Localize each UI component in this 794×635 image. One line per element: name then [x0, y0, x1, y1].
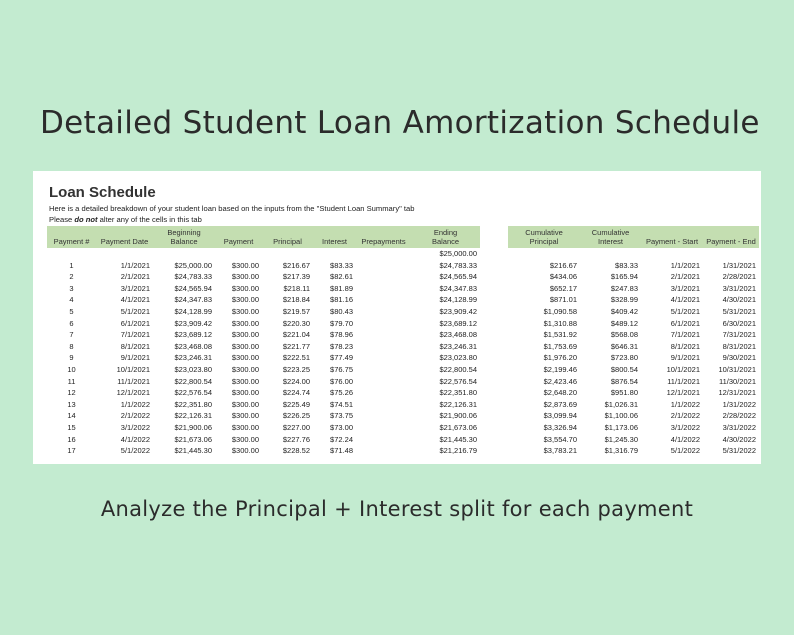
cell-payment-date[interactable]: 1/1/2021	[120, 260, 150, 270]
cell-payment-date[interactable]: 3/1/2021	[120, 283, 150, 293]
cell-payment-end[interactable]: 3/31/2021	[722, 283, 756, 293]
cell-payment-start[interactable]: 12/1/2021	[666, 388, 700, 398]
cell-payment-date[interactable]: 9/1/2021	[120, 353, 150, 363]
table-body	[47, 248, 759, 457]
cell-payment[interactable]: $300.00	[231, 399, 259, 409]
cell-payment-num[interactable]: 12	[67, 388, 76, 398]
cell-payment-start[interactable]: 2/1/2022	[670, 411, 700, 421]
cell-payment-start[interactable]: 6/1/2021	[670, 318, 700, 328]
cell-payment-start[interactable]: 4/1/2022	[670, 434, 700, 444]
cell-payment-start[interactable]: 4/1/2021	[670, 295, 700, 305]
cell-spacer	[480, 341, 508, 353]
cell-payment-num[interactable]: 4	[69, 295, 74, 305]
cell-beginning-balance[interactable]: $22,351.80	[174, 399, 212, 409]
cell-cumulative-principal[interactable]: $2,199.46	[543, 364, 577, 374]
cell-principal[interactable]: $221.77	[282, 341, 310, 351]
cell-cumulative-interest[interactable]: $568.08	[610, 330, 638, 340]
cell-interest[interactable]: $72.24	[330, 434, 353, 444]
cell-payment-date[interactable]: 6/1/2021	[120, 318, 150, 328]
cell-principal[interactable]: $216.67	[282, 260, 310, 270]
cell-cumulative-principal[interactable]: $3,099.94	[543, 411, 577, 421]
cell-payment[interactable]: $300.00	[231, 260, 259, 270]
sheet-description: Here is a detailed breakdown of your student loan based on the inputs from the "Student Loan Summary" tab	[49, 204, 415, 213]
cell-payment-num[interactable]: 10	[67, 364, 76, 374]
cell-ending-balance[interactable]: $22,800.54	[439, 364, 477, 374]
cell-beginning-balance[interactable]: $23,468.08	[174, 341, 212, 351]
cell-payment-end[interactable]: 3/31/2022	[722, 422, 756, 432]
col-header-payment-num[interactable]: Payment #	[47, 226, 96, 248]
cell-interest[interactable]: $83.33	[330, 260, 353, 270]
cum-interest-line2: Interest	[597, 237, 623, 246]
cell-beginning-balance[interactable]: $24,128.99	[174, 306, 212, 316]
warning-text-post: alter any of the cells in this tab	[97, 215, 202, 224]
cell-prepayments[interactable]	[356, 399, 411, 411]
cum-principal-line2: Principal	[529, 237, 559, 246]
col-header-interest[interactable]: Interest	[313, 226, 356, 248]
cell-spacer	[480, 352, 508, 364]
cell-interest[interactable]: $74.51	[330, 399, 353, 409]
cell-interest[interactable]: $81.16	[330, 295, 353, 305]
cell-spacer	[480, 422, 508, 434]
cell-principal[interactable]: $224.00	[282, 376, 310, 386]
cell-interest[interactable]: $81.89	[330, 283, 353, 293]
cell-payment-date[interactable]: 7/1/2021	[120, 330, 150, 340]
cell-payment-start[interactable]: 8/1/2021	[670, 341, 700, 351]
table-row	[47, 352, 759, 364]
cell-beginning-balance[interactable]: $24,347.83	[174, 295, 212, 305]
sheet-title: Loan Schedule	[49, 184, 156, 201]
cell-interest[interactable]: $71.48	[330, 446, 353, 456]
cell-beginning-balance[interactable]: $22,126.31	[174, 411, 212, 421]
table-row	[47, 341, 759, 353]
cell-payment-end[interactable]: 9/30/2021	[722, 353, 756, 363]
beginning-balance-line2: Balance	[170, 237, 198, 246]
cell-cumulative-interest[interactable]: $83.33	[615, 260, 638, 270]
cell-payment-date[interactable]: 8/1/2021	[120, 341, 150, 351]
table-row	[47, 318, 759, 330]
cell-beginning-balance[interactable]: $23,689.12	[174, 330, 212, 340]
cum-principal-line1: Cumulative	[525, 228, 563, 237]
cell-cumulative-interest[interactable]: $1,026.31	[604, 399, 638, 409]
cell-cumulative-principal[interactable]: $2,423.46	[543, 376, 577, 386]
cell-payment-num[interactable]: 8	[69, 341, 74, 351]
cell-payment[interactable]: $300.00	[231, 411, 259, 421]
cell-payment-num[interactable]: 9	[69, 353, 74, 363]
cell-ending-balance[interactable]: $21,445.30	[439, 434, 477, 444]
cell-payment-date[interactable]: 4/1/2021	[120, 295, 150, 305]
cell-spacer	[480, 364, 508, 376]
cell-spacer	[480, 387, 508, 399]
col-header-spacer	[480, 226, 508, 248]
cell-prepayments[interactable]	[356, 364, 411, 376]
cell-payment-start[interactable]: 11/1/2021	[667, 376, 700, 386]
cell-payment-start[interactable]: 9/1/2021	[670, 353, 700, 363]
cell-prepayments[interactable]	[356, 306, 411, 318]
cell-payment-date[interactable]: 4/1/2022	[120, 434, 150, 444]
cell-spacer	[480, 318, 508, 330]
cell-payment-start[interactable]: 2/1/2021	[670, 272, 700, 282]
cell-cumulative-interest[interactable]: $1,316.79	[604, 446, 638, 456]
cell-payment[interactable]: $300.00	[231, 422, 259, 432]
cell-ending-balance[interactable]: $24,128.99	[439, 295, 477, 305]
cell-ending-balance[interactable]: $21,900.06	[439, 411, 477, 421]
cell-payment-end[interactable]: 5/31/2022	[722, 446, 756, 456]
cell-payment-num[interactable]: 3	[69, 283, 74, 293]
cell-spacer	[480, 271, 508, 283]
cell-interest[interactable]: $73.75	[330, 411, 353, 421]
beginning-balance-line1: Beginning	[167, 228, 201, 237]
cell-payment[interactable]: $300.00	[231, 295, 259, 305]
cell-interest[interactable]: $75.26	[330, 388, 353, 398]
cell-beginning-balance[interactable]: $21,673.06	[174, 434, 212, 444]
cell-payment-start[interactable]: 10/1/2021	[666, 364, 700, 374]
cell-payment[interactable]: $300.00	[231, 330, 259, 340]
cell-spacer	[480, 260, 508, 272]
cell-payment-num[interactable]: 16	[67, 434, 76, 444]
cell-beginning-balance[interactable]: $23,246.31	[174, 353, 212, 363]
page-caption: Analyze the Principal + Interest split for each payment	[100, 497, 694, 521]
cell-principal[interactable]: $223.25	[282, 364, 310, 374]
cell-interest[interactable]: $82.61	[330, 272, 353, 282]
cell-cumulative-principal[interactable]: $1,753.69	[543, 341, 577, 351]
table-row	[47, 387, 759, 399]
cell-principal[interactable]: $224.74	[282, 388, 310, 398]
col-header-ending-balance[interactable]	[411, 226, 480, 248]
cell-spacer	[480, 294, 508, 306]
cell-payment-end[interactable]: 2/28/2021	[722, 272, 756, 282]
cell-payment-end[interactable]: 4/30/2022	[722, 434, 756, 444]
cell-payment[interactable]: $300.00	[231, 446, 259, 456]
cell-cumulative-principal[interactable]: $3,783.21	[543, 446, 577, 456]
cell-payment-date[interactable]: 3/1/2022	[120, 422, 150, 432]
warning-text-bold: do not	[74, 215, 98, 224]
cell-principal[interactable]: $219.57	[282, 306, 310, 316]
cell-payment-start[interactable]: 1/1/2022	[670, 399, 700, 409]
cell-beginning-balance[interactable]: $23,909.42	[174, 318, 212, 328]
cell-payment-end[interactable]: 7/31/2021	[722, 330, 756, 340]
cell-payment-num[interactable]: 5	[69, 306, 74, 316]
cell-principal[interactable]: $221.04	[282, 330, 310, 340]
cell-payment-start[interactable]: 3/1/2021	[670, 283, 700, 293]
cum-interest-line1: Cumulative	[591, 228, 630, 237]
cell-payment-date[interactable]: 12/1/2021	[116, 388, 150, 398]
cell-principal[interactable]: $220.30	[282, 318, 310, 328]
cell-spacer	[480, 329, 508, 341]
cell-cumulative-interest[interactable]: $1,245.30	[604, 434, 638, 444]
cell-interest[interactable]: $73.00	[330, 422, 353, 432]
cell-interest[interactable]: $76.00	[330, 376, 353, 386]
cell-prepayments[interactable]	[356, 260, 411, 272]
cell-payment-date[interactable]: 5/1/2021	[120, 306, 150, 316]
amortization-table	[47, 226, 759, 457]
cell-payment[interactable]: $300.00	[231, 341, 259, 351]
cell-payment[interactable]: $300.00	[231, 434, 259, 444]
page-headline: Detailed Student Loan Amortization Schedule	[40, 105, 760, 141]
cell-spacer	[480, 283, 508, 295]
cell-payment-num[interactable]: 17	[67, 446, 76, 456]
cell-cumulative-interest[interactable]: $723.80	[610, 353, 638, 363]
cell-principal[interactable]: $217.39	[282, 272, 310, 282]
cell-payment-date[interactable]: 5/1/2022	[120, 446, 150, 456]
cell-principal[interactable]: $227.00	[282, 422, 310, 432]
cell-cumulative-principal[interactable]: $3,326.94	[543, 422, 577, 432]
cell-payment-end[interactable]: 1/31/2022	[722, 399, 756, 409]
cell-ending-balance[interactable]: $23,909.42	[439, 306, 477, 316]
col-header-cumulative-interest[interactable]	[580, 226, 641, 248]
cell-ending-balance[interactable]: $24,783.33	[439, 260, 477, 270]
cell-payment-end[interactable]: 11/30/2021	[719, 376, 756, 386]
table-row	[47, 434, 759, 446]
cell-ending-balance[interactable]: $23,246.31	[439, 341, 477, 351]
cell-beginning-balance[interactable]: $24,565.94	[174, 283, 212, 293]
cell-payment-end[interactable]: 4/30/2021	[722, 295, 756, 305]
cell-cumulative-principal[interactable]: $2,648.20	[543, 388, 577, 398]
cell-cumulative-interest[interactable]: $876.54	[610, 376, 638, 386]
cell-payment-date[interactable]: 2/1/2022	[120, 411, 150, 421]
cell-prepayments[interactable]	[356, 294, 411, 306]
table-row	[47, 410, 759, 422]
cell-beginning-balance[interactable]: $22,576.54	[174, 388, 212, 398]
table-row	[47, 260, 759, 272]
cell-payment[interactable]: $300.00	[231, 388, 259, 398]
cell-cumulative-interest[interactable]: $328.99	[610, 295, 638, 305]
table-row	[47, 294, 759, 306]
table-row	[47, 399, 759, 411]
cell-prepayments[interactable]	[356, 445, 411, 457]
table-row	[47, 306, 759, 318]
cell-beginning-balance[interactable]: $21,445.30	[174, 446, 212, 456]
cell-cumulative-interest[interactable]: $409.42	[610, 306, 638, 316]
cell-cumulative-principal[interactable]: $871.01	[549, 295, 577, 305]
col-header-prepayments[interactable]: Prepayments	[356, 226, 411, 248]
cell-payment-end[interactable]: 12/31/2021	[718, 388, 756, 398]
cell-ending-balance[interactable]: $21,216.79	[439, 446, 477, 456]
cell-payment[interactable]: $300.00	[231, 272, 259, 282]
cell-payment-end[interactable]: 2/28/2022	[722, 411, 756, 421]
cell-ending-balance[interactable]: $22,126.31	[439, 399, 477, 409]
initial-balance-row	[47, 248, 759, 260]
table-row	[47, 283, 759, 295]
cell-cumulative-interest[interactable]: $247.83	[610, 283, 638, 293]
cell-principal[interactable]: $222.51	[282, 353, 310, 363]
cell-prepayments[interactable]	[356, 318, 411, 330]
col-header-principal[interactable]: Principal	[262, 226, 313, 248]
cell-payment[interactable]: $300.00	[231, 364, 259, 374]
cell-ending-balance[interactable]: $23,689.12	[439, 318, 477, 328]
cell-prepayments[interactable]	[356, 376, 411, 388]
table-header-row	[47, 226, 759, 248]
col-header-payment-date[interactable]: Payment Date	[96, 226, 153, 248]
cell-cumulative-principal[interactable]: $1,310.88	[543, 318, 577, 328]
cell-prepayments[interactable]	[356, 341, 411, 353]
table-row	[47, 422, 759, 434]
cell-cumulative-principal[interactable]: $1,090.58	[543, 306, 577, 316]
cell-spacer	[480, 376, 508, 388]
cell-cumulative-principal[interactable]: $216.67	[549, 260, 577, 270]
cell-beginning-balance[interactable]: $21,900.06	[174, 422, 212, 432]
cell-spacer	[480, 434, 508, 446]
cell-cumulative-interest[interactable]: $800.54	[610, 364, 638, 374]
initial-balance-cell[interactable]: $25,000.00	[439, 249, 477, 258]
cell-ending-balance[interactable]: $22,351.80	[439, 388, 477, 398]
cell-payment-date[interactable]: 1/1/2022	[120, 399, 150, 409]
cell-cumulative-principal[interactable]: $3,554.70	[543, 434, 577, 444]
cell-spacer	[480, 306, 508, 318]
cell-cumulative-interest[interactable]: $646.31	[610, 341, 638, 351]
spreadsheet-panel	[33, 171, 761, 464]
cell-payment-end[interactable]: 6/30/2021	[722, 318, 756, 328]
cell-cumulative-interest[interactable]: $1,100.06	[604, 411, 638, 421]
cell-payment-num[interactable]: 2	[69, 272, 74, 282]
cell-payment[interactable]: $300.00	[231, 353, 259, 363]
cell-beginning-balance[interactable]: $23,023.80	[174, 364, 212, 374]
cell-spacer	[480, 410, 508, 422]
cell-cumulative-principal[interactable]: $2,873.69	[543, 399, 577, 409]
cell-cumulative-principal[interactable]: $652.17	[549, 283, 577, 293]
cell-payment-date[interactable]: 2/1/2021	[120, 272, 150, 282]
cell-beginning-balance[interactable]: $24,783.33	[174, 272, 212, 282]
cell-payment[interactable]: $300.00	[231, 283, 259, 293]
cell-prepayments[interactable]	[356, 283, 411, 295]
ending-balance-line1: Ending	[433, 228, 458, 237]
cell-payment-date[interactable]: 11/1/2021	[117, 376, 150, 386]
cell-cumulative-principal[interactable]: $1,531.92	[543, 330, 577, 340]
cell-interest[interactable]: $78.96	[330, 330, 353, 340]
cell-principal[interactable]: $218.84	[282, 295, 310, 305]
cell-ending-balance[interactable]: $24,565.94	[439, 272, 477, 282]
cell-prepayments[interactable]	[356, 271, 411, 283]
cell-interest[interactable]: $77.49	[330, 353, 353, 363]
cell-cumulative-interest[interactable]: $1,173.06	[604, 422, 638, 432]
cell-payment-start[interactable]: 5/1/2021	[670, 306, 700, 316]
cell-prepayments[interactable]	[356, 434, 411, 446]
ending-balance-line2: Balance	[431, 237, 460, 246]
cell-prepayments[interactable]	[356, 329, 411, 341]
cell-principal[interactable]: $227.76	[282, 434, 310, 444]
cell-principal[interactable]: $225.49	[282, 399, 310, 409]
table-row	[47, 271, 759, 283]
cell-cumulative-interest[interactable]: $489.12	[610, 318, 638, 328]
cell-prepayments[interactable]	[356, 387, 411, 399]
table-row	[47, 376, 759, 388]
cell-interest[interactable]: $78.23	[330, 341, 353, 351]
empty-cell[interactable]	[480, 248, 759, 260]
sheet-warning	[49, 215, 202, 224]
cell-payment-start[interactable]: 7/1/2021	[670, 330, 700, 340]
cell-spacer	[480, 445, 508, 457]
cell-payment-start[interactable]: 3/1/2022	[670, 422, 700, 432]
cell-principal[interactable]: $228.52	[282, 446, 310, 456]
cell-ending-balance[interactable]: $22,576.54	[439, 376, 477, 386]
cell-payment-num[interactable]: 14	[67, 411, 76, 421]
col-header-beginning-balance[interactable]	[153, 226, 215, 248]
cell-cumulative-interest[interactable]: $165.94	[610, 272, 638, 282]
col-header-payment-end[interactable]: Payment - End	[703, 226, 759, 248]
cell-ending-balance[interactable]: $23,468.08	[439, 330, 477, 340]
table-row	[47, 445, 759, 457]
col-header-payment-start[interactable]: Payment - Start	[641, 226, 703, 248]
cell-payment-end[interactable]: 10/31/2021	[718, 364, 756, 374]
cell-payment-start[interactable]: 1/1/2021	[670, 260, 700, 270]
col-header-payment[interactable]: Payment	[215, 226, 262, 248]
cell-cumulative-principal[interactable]: $434.06	[549, 272, 577, 282]
cell-payment-num[interactable]: 15	[67, 422, 76, 432]
cell-interest[interactable]: $79.70	[330, 318, 353, 328]
cell-ending-balance[interactable]: $24,347.83	[439, 283, 477, 293]
cell-payment-start[interactable]: 5/1/2022	[670, 446, 700, 456]
cell-payment[interactable]: $300.00	[231, 318, 259, 328]
cell-prepayments[interactable]	[356, 422, 411, 434]
cell-prepayments[interactable]	[356, 410, 411, 422]
cell-beginning-balance[interactable]: $25,000.00	[174, 260, 212, 270]
cell-spacer	[480, 399, 508, 411]
cell-payment-num[interactable]: 7	[69, 330, 74, 340]
col-header-cumulative-principal[interactable]	[508, 226, 580, 248]
cell-payment-end[interactable]: 1/31/2021	[722, 260, 756, 270]
cell-cumulative-principal[interactable]: $1,976.20	[543, 353, 577, 363]
cell-cumulative-interest[interactable]: $951.80	[610, 388, 638, 398]
cell-principal[interactable]: $226.25	[282, 411, 310, 421]
cell-interest[interactable]: $76.75	[330, 364, 353, 374]
table-row	[47, 329, 759, 341]
cell-payment[interactable]: $300.00	[231, 376, 259, 386]
warning-text-pre: Please	[49, 215, 75, 224]
cell-principal[interactable]: $218.11	[283, 283, 310, 293]
cell-payment-end[interactable]: 5/31/2021	[722, 306, 756, 316]
cell-payment-num[interactable]: 13	[67, 399, 76, 409]
cell-payment-num[interactable]: 11	[67, 376, 76, 386]
cell-payment-end[interactable]: 8/31/2021	[722, 341, 756, 351]
cell-prepayments[interactable]	[356, 352, 411, 364]
empty-cell[interactable]	[47, 248, 411, 260]
cell-payment-num[interactable]: 1	[69, 260, 74, 270]
cell-ending-balance[interactable]: $23,023.80	[439, 353, 477, 363]
table-row	[47, 364, 759, 376]
cell-beginning-balance[interactable]: $22,800.54	[174, 376, 212, 386]
cell-interest[interactable]: $80.43	[330, 306, 353, 316]
cell-ending-balance[interactable]: $21,673.06	[439, 422, 477, 432]
cell-payment-date[interactable]: 10/1/2021	[116, 364, 150, 374]
cell-payment[interactable]: $300.00	[231, 306, 259, 316]
cell-payment-num[interactable]: 6	[69, 318, 74, 328]
